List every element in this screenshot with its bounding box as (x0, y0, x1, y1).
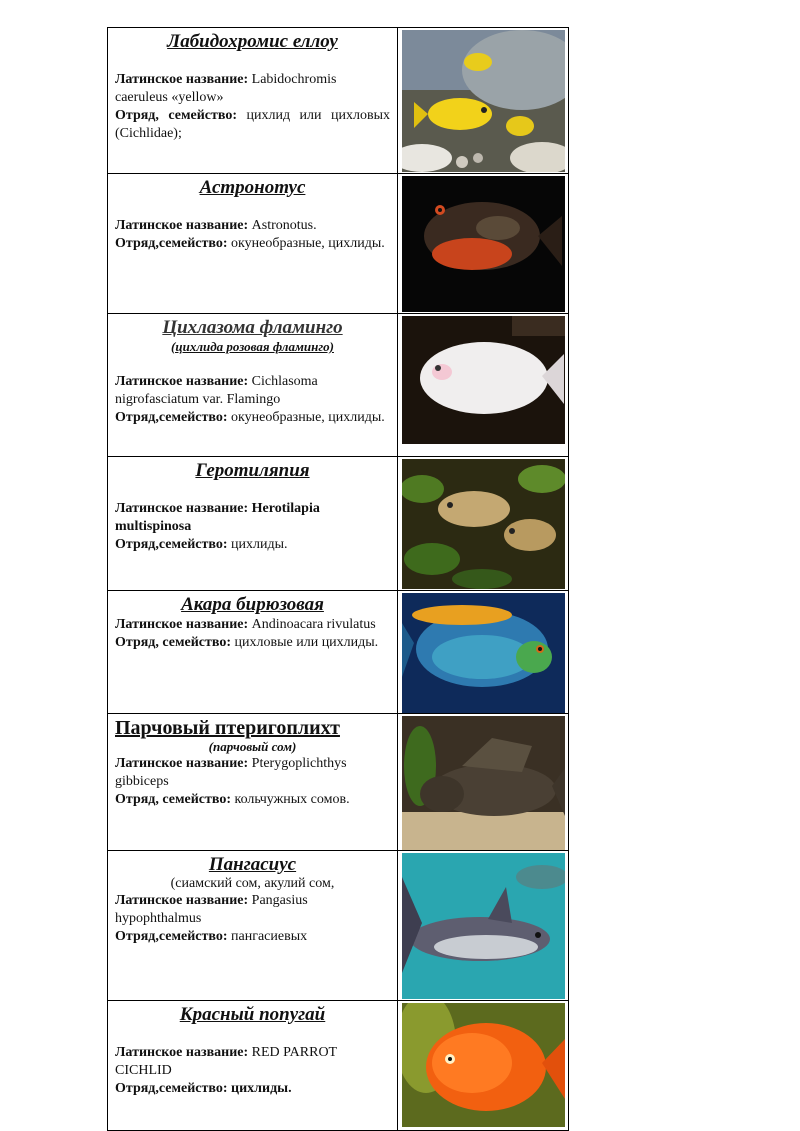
latin-name-label: Латинское название: (115, 374, 249, 389)
fish-description-cell (108, 1001, 398, 1131)
latin-name-value: Andinoacara rivulatus (248, 617, 376, 632)
fish-name: Парчовый птеригоплихт (115, 717, 340, 739)
table-row (108, 457, 569, 591)
table-row (108, 1001, 569, 1131)
fish-info (115, 755, 390, 809)
fish-name: Пангасиус (208, 854, 297, 875)
family-value: пангасиевых (227, 929, 308, 944)
fish-subtitle: (парчовый сом) (208, 739, 297, 754)
latin-name-value: Astronotus. (248, 218, 317, 233)
family-label: Отряд,семейство: (115, 410, 228, 425)
fish-info (115, 373, 390, 427)
family-label: Отряд, семейство: (115, 792, 232, 807)
fish-info (115, 500, 390, 554)
fish-name: Астронотус (199, 177, 306, 198)
fish-info (115, 616, 390, 652)
family-value: цихловые или цихлиды. (231, 635, 379, 650)
table-row (108, 28, 569, 174)
table-row (108, 314, 569, 457)
fish-description-cell (108, 591, 398, 714)
fish-table (107, 27, 569, 1131)
fish-info (115, 71, 390, 143)
family-value: окунеобразные, цихлиды. (227, 410, 385, 425)
family-value: цихлид или цихловых (Cichlidae); (115, 108, 390, 141)
sailfin-pleco-photo (402, 716, 565, 850)
oscar-fish-photo (402, 176, 565, 312)
yellow-cichlid-photo (402, 30, 565, 172)
fish-photo-cell (398, 714, 569, 851)
pangasius-photo (402, 853, 565, 999)
latin-name-label: Латинское название: (115, 893, 249, 908)
family-label: Отряд,семейство: (115, 1081, 228, 1096)
latin-name-label: Латинское название: (115, 501, 249, 516)
herotilapia-photo (402, 459, 565, 589)
fish-catalog-page (107, 27, 554, 1131)
fish-name: Цихлазома фламинго (162, 317, 343, 338)
fish-description-cell (108, 457, 398, 591)
fish-description-cell (108, 28, 398, 174)
latin-name-label: Латинское название: (115, 1045, 249, 1060)
fish-subtitle: (сиамский сом, акулий сом, (170, 876, 335, 891)
fish-photo-cell (398, 457, 569, 591)
fish-photo-cell (398, 851, 569, 1001)
family-value: цихлиды. (227, 1081, 292, 1096)
white-flamingo-cichlid-photo (402, 316, 565, 444)
family-label: Отряд,семейство: (115, 929, 228, 944)
fish-info (115, 892, 390, 946)
family-label: Отряд, семейство: (115, 108, 237, 123)
fish-name: Лабидохромис еллоу (167, 31, 338, 52)
family-value: окунеобразные, цихлиды. (227, 236, 385, 251)
latin-name-value: RED PARROT CICHLID (115, 1045, 337, 1078)
latin-name-value: Pangasius hypophthalmus (115, 893, 308, 926)
fish-description-cell (108, 314, 398, 457)
latin-name-label: Латинское название: (115, 72, 249, 87)
fish-description-cell (108, 174, 398, 314)
latin-name-label: Латинское название: (115, 617, 249, 632)
table-row (108, 591, 569, 714)
fish-photo-cell (398, 174, 569, 314)
fish-photo-cell (398, 314, 569, 457)
latin-name-value: Cichlasoma nigrofasciatum var. Flamingo (115, 374, 318, 407)
fish-description-cell (108, 714, 398, 851)
fish-name: Красный попугай (179, 1004, 326, 1025)
latin-name-value: Herotilapia multispinosa (115, 501, 320, 534)
fish-photo-cell (398, 1001, 569, 1131)
family-label: Отряд,семейство: (115, 537, 228, 552)
family-label: Отряд,семейство: (115, 236, 228, 251)
fish-subtitle: (цихлида розовая фламинго) (171, 339, 334, 354)
green-terror-photo (402, 593, 565, 713)
fish-info (115, 1044, 390, 1098)
fish-description-cell (108, 851, 398, 1001)
red-parrot-photo (402, 1003, 565, 1127)
latin-name-value: Labidochromis caeruleus «yellow» (115, 72, 337, 105)
family-value: кольчужных сомов. (231, 792, 350, 807)
latin-name-label: Латинское название: (115, 218, 249, 233)
fish-info (115, 217, 390, 253)
fish-name: Акара бирюзовая (181, 594, 324, 615)
latin-name-label: Латинское название: (115, 756, 249, 771)
latin-name-value: Pterygoplichthys gibbiceps (115, 756, 347, 789)
table-row (108, 714, 569, 851)
table-row (108, 851, 569, 1001)
table-row (108, 174, 569, 314)
fish-photo-cell (398, 28, 569, 174)
family-value: цихлиды. (227, 537, 288, 552)
fish-name: Геротиляпия (195, 460, 310, 481)
fish-photo-cell (398, 591, 569, 714)
family-label: Отряд, семейство: (115, 635, 232, 650)
